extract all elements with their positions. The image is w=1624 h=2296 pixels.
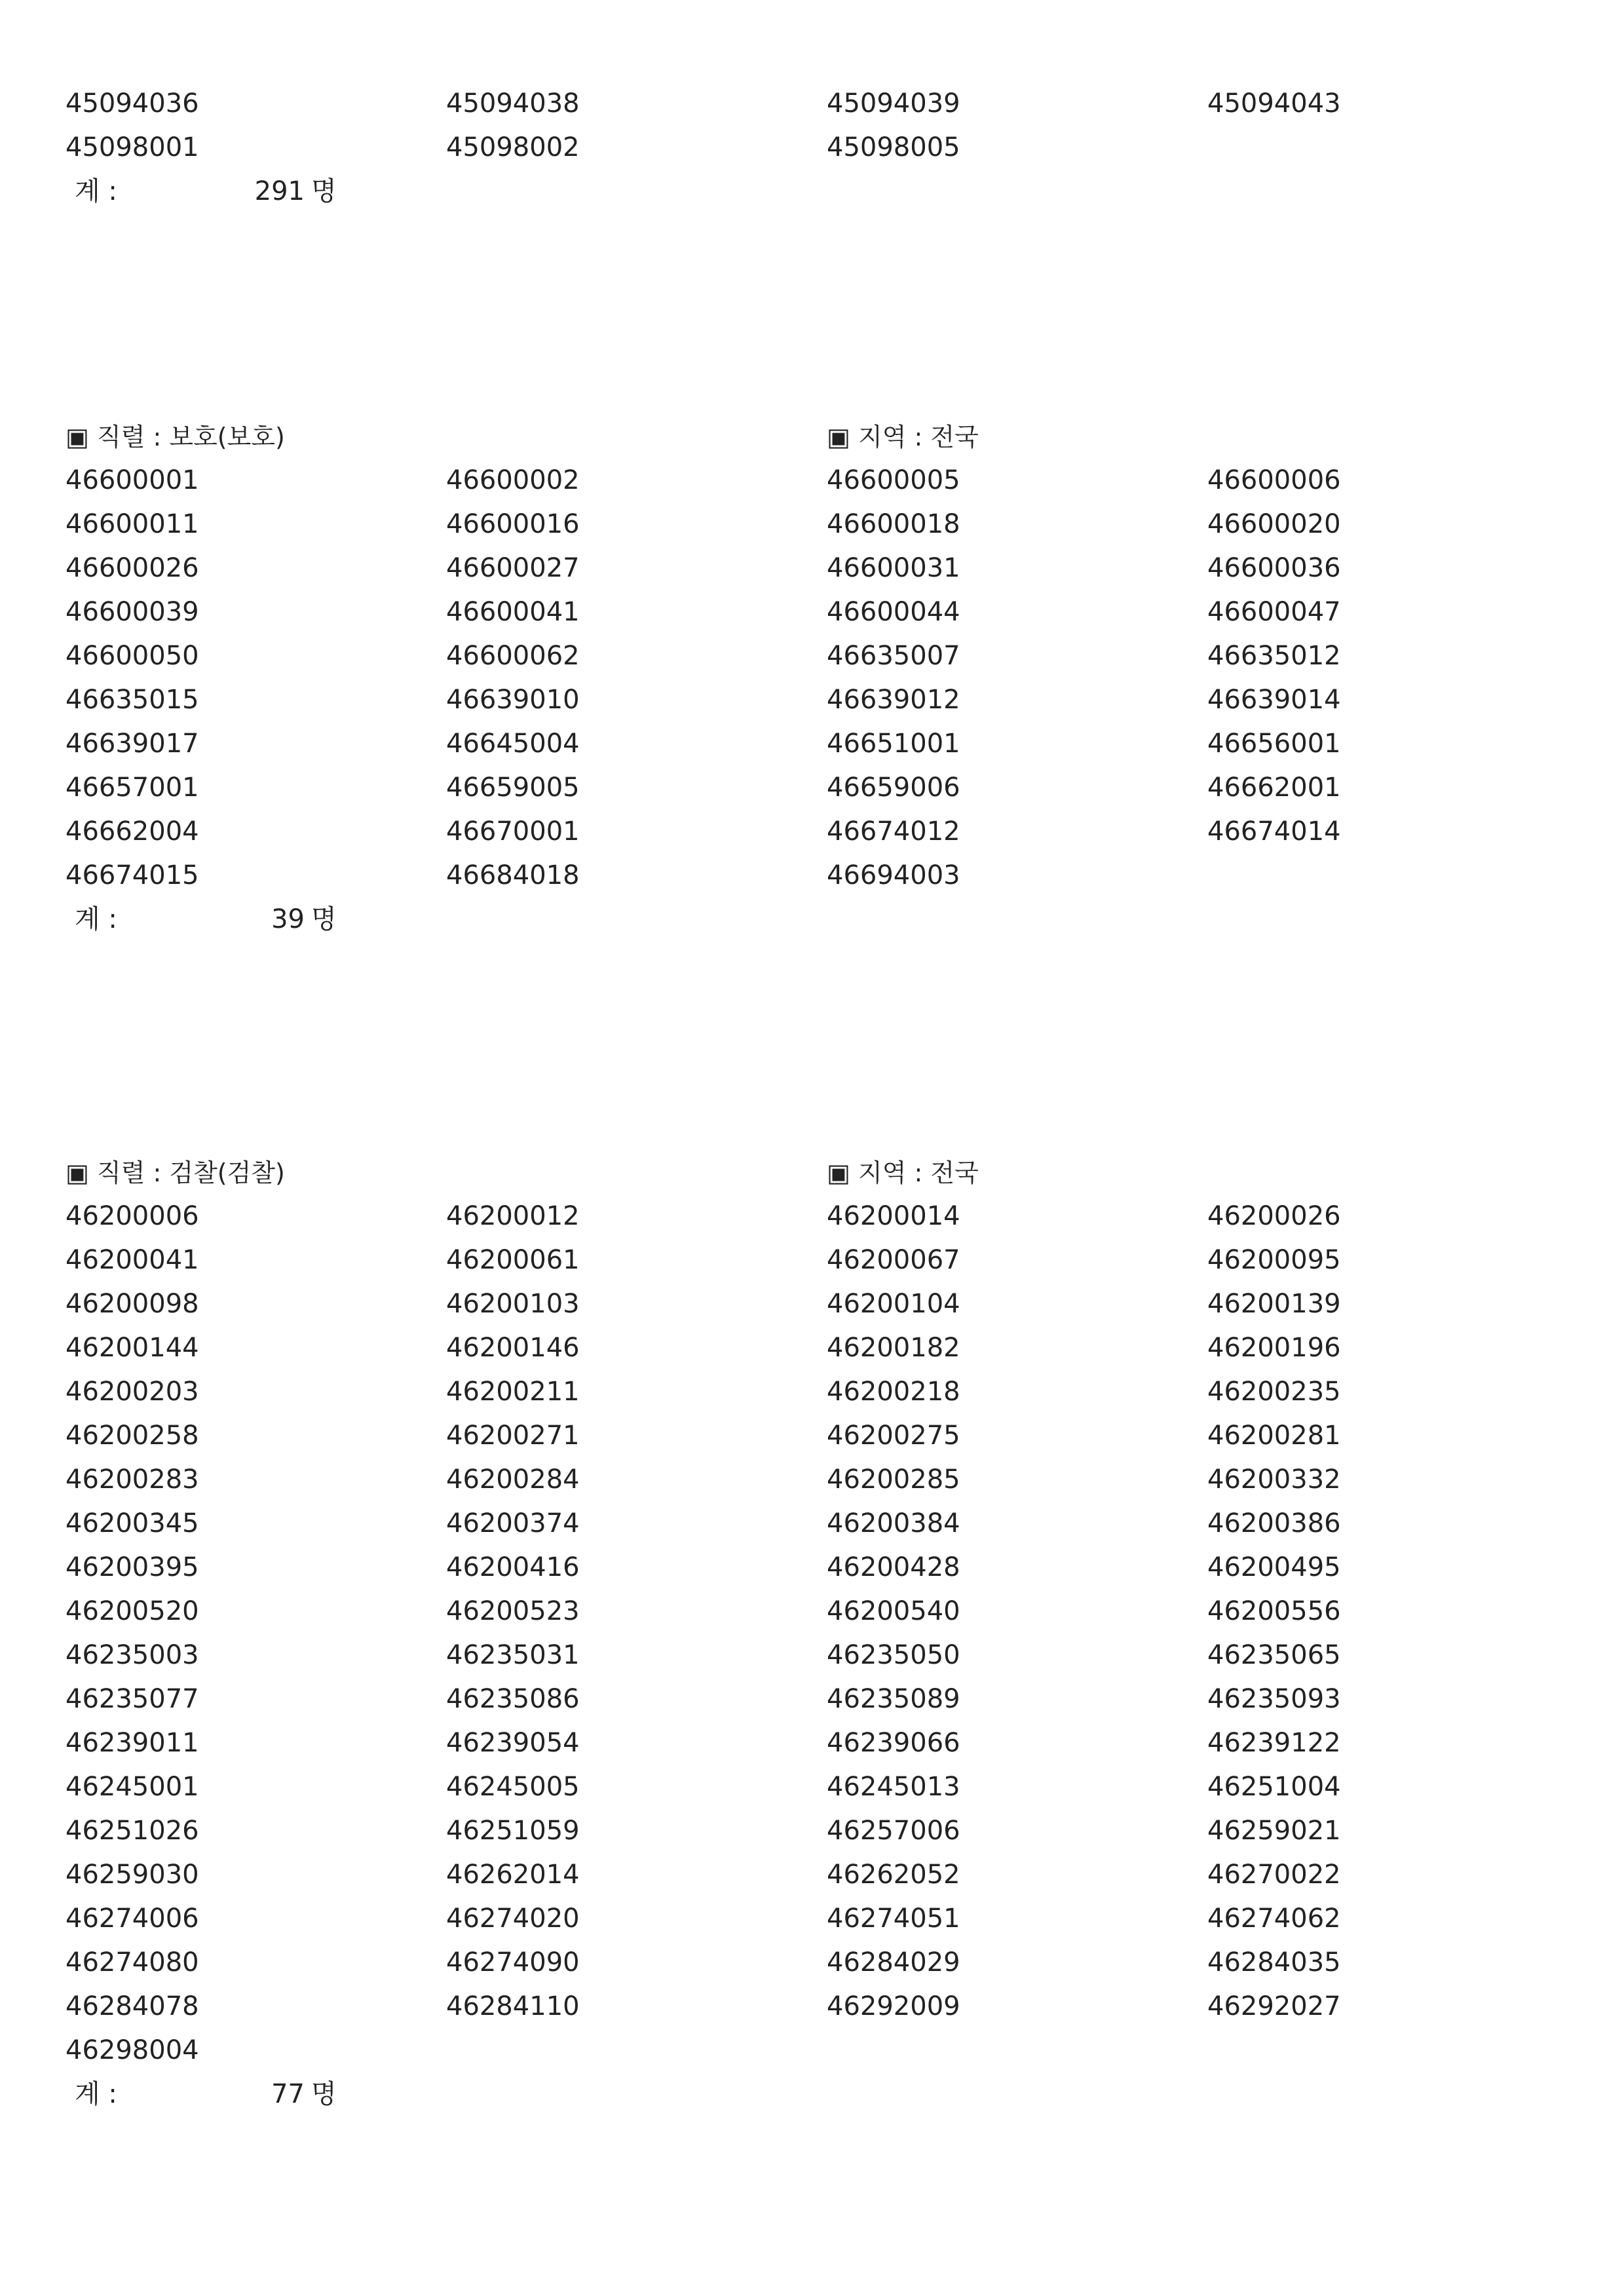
id-number: 46257006	[827, 1816, 960, 1846]
id-number: 46200416	[446, 1552, 580, 1582]
id-number: 46235031	[446, 1640, 580, 1670]
id-number: 46251004	[1207, 1772, 1341, 1802]
id-number: 46200332	[1207, 1464, 1341, 1495]
id-number: 46200235	[1207, 1377, 1341, 1407]
id-number: 46200006	[66, 1201, 199, 1231]
id-number: 46670001	[446, 816, 580, 847]
section-total	[66, 2073, 1572, 2116]
id-number: 46200182	[827, 1333, 960, 1363]
id-number: 46200275	[827, 1421, 960, 1451]
id-number: 46245005	[446, 1772, 580, 1802]
id-number: 45094039	[827, 88, 960, 119]
id-number: 46600002	[446, 465, 580, 495]
id-number: 46284078	[66, 1991, 199, 2021]
total-label: 계 :	[75, 904, 117, 934]
section-header	[66, 1151, 1572, 1195]
id-grid	[66, 1195, 1572, 2073]
id-number: 46639010	[446, 685, 580, 715]
id-number: 45098001	[66, 132, 199, 163]
id-number: 46600044	[827, 597, 960, 627]
id-number: 46200556	[1207, 1596, 1341, 1626]
id-number: 46674012	[827, 816, 960, 847]
id-number: 46274062	[1207, 1904, 1341, 1934]
id-number: 46200067	[827, 1245, 960, 1275]
id-number: 45098005	[827, 132, 960, 163]
id-number: 46239122	[1207, 1728, 1341, 1758]
section-header	[66, 415, 1572, 459]
id-number: 46200520	[66, 1596, 199, 1626]
id-number: 46694003	[827, 860, 960, 890]
region-label: ▣ 지역 : 전국	[827, 1158, 979, 1187]
id-number: 46200271	[446, 1421, 580, 1451]
id-number: 46200428	[827, 1552, 960, 1582]
id-number: 46284035	[1207, 1947, 1341, 1978]
id-number: 46600036	[1207, 553, 1341, 583]
id-number: 46292027	[1207, 1991, 1341, 2021]
id-number: 46600047	[1207, 597, 1341, 627]
id-number: 46200098	[66, 1289, 199, 1319]
id-number: 46600026	[66, 553, 199, 583]
id-number: 46200104	[827, 1289, 960, 1319]
id-number: 46270022	[1207, 1860, 1341, 1890]
id-number: 46235065	[1207, 1640, 1341, 1670]
id-number: 46200523	[446, 1596, 580, 1626]
id-number: 46200384	[827, 1508, 960, 1539]
total-unit: 명	[311, 2079, 337, 2109]
id-number: 46274020	[446, 1904, 580, 1934]
id-number: 46251059	[446, 1816, 580, 1846]
id-number: 46235050	[827, 1640, 960, 1670]
id-number: 46200374	[446, 1508, 580, 1539]
id-number: 46292009	[827, 1991, 960, 2021]
id-number: 46200211	[446, 1377, 580, 1407]
id-number: 46235089	[827, 1684, 960, 1714]
id-number: 46200139	[1207, 1289, 1341, 1319]
id-number: 46274080	[66, 1947, 199, 1978]
id-number: 46245001	[66, 1772, 199, 1802]
id-number: 46200196	[1207, 1333, 1341, 1363]
id-number: 46298004	[66, 2035, 199, 2065]
id-number: 46659005	[446, 773, 580, 803]
id-number: 46635012	[1207, 641, 1341, 671]
id-number: 46200345	[66, 1508, 199, 1539]
id-number: 46657001	[66, 773, 199, 803]
id-number: 46651001	[827, 729, 960, 759]
id-number: 46635007	[827, 641, 960, 671]
id-number: 46239011	[66, 1728, 199, 1758]
list-section-protection	[66, 415, 1572, 942]
id-number: 46274090	[446, 1947, 580, 1978]
id-number: 46259021	[1207, 1816, 1341, 1846]
id-number: 46200218	[827, 1377, 960, 1407]
id-number: 46645004	[446, 729, 580, 759]
id-number: 46284110	[446, 1991, 580, 2021]
id-number: 46662004	[66, 816, 199, 847]
id-number: 46600018	[827, 509, 960, 539]
id-grid	[66, 459, 1572, 898]
total-count: 77	[271, 2079, 305, 2109]
id-number: 46262052	[827, 1860, 960, 1890]
id-number: 46200283	[66, 1464, 199, 1495]
id-number: 46684018	[446, 860, 580, 890]
id-number: 46259030	[66, 1860, 199, 1890]
id-number: 46662001	[1207, 773, 1341, 803]
section-total	[66, 170, 1572, 214]
id-number: 46200012	[446, 1201, 580, 1231]
list-section-continued	[66, 82, 1572, 214]
id-number: 46200026	[1207, 1201, 1341, 1231]
id-number: 46600016	[446, 509, 580, 539]
id-grid	[66, 82, 1572, 170]
id-number: 46200540	[827, 1596, 960, 1626]
id-number: 46251026	[66, 1816, 199, 1846]
id-number: 45094036	[66, 88, 199, 119]
id-number: 46639014	[1207, 685, 1341, 715]
id-number: 46235003	[66, 1640, 199, 1670]
total-unit: 명	[311, 904, 337, 934]
id-number: 45094043	[1207, 88, 1341, 119]
id-number: 46674014	[1207, 816, 1341, 847]
id-number: 46200281	[1207, 1421, 1341, 1451]
id-number: 46274006	[66, 1904, 199, 1934]
job-series-label: ▣ 직렬 : 검찰(검찰)	[66, 1158, 285, 1187]
id-number: 46200041	[66, 1245, 199, 1275]
id-number: 46274051	[827, 1904, 960, 1934]
total-label: 계 :	[75, 2079, 117, 2109]
id-number: 46674015	[66, 860, 199, 890]
id-number: 46600020	[1207, 509, 1341, 539]
id-number: 45094038	[446, 88, 580, 119]
id-number: 46600039	[66, 597, 199, 627]
id-number: 46284029	[827, 1947, 960, 1978]
total-count: 291	[254, 176, 305, 206]
id-number: 46639017	[66, 729, 199, 759]
id-number: 46200103	[446, 1289, 580, 1319]
total-count: 39	[271, 904, 305, 934]
id-number: 46600011	[66, 509, 199, 539]
total-label: 계 :	[75, 176, 117, 206]
id-number: 46659006	[827, 773, 960, 803]
id-number: 46600031	[827, 553, 960, 583]
id-number: 46656001	[1207, 729, 1341, 759]
id-number: 46200144	[66, 1333, 199, 1363]
id-number: 46639012	[827, 685, 960, 715]
id-number: 46600041	[446, 597, 580, 627]
id-number: 46200495	[1207, 1552, 1341, 1582]
id-number: 46600062	[446, 641, 580, 671]
id-number: 45098002	[446, 132, 580, 163]
id-number: 46239054	[446, 1728, 580, 1758]
id-number: 46200285	[827, 1464, 960, 1495]
id-number: 46200146	[446, 1333, 580, 1363]
id-number: 46200386	[1207, 1508, 1341, 1539]
id-number: 46200284	[446, 1464, 580, 1495]
id-number: 46600005	[827, 465, 960, 495]
job-series-label: ▣ 직렬 : 보호(보호)	[66, 423, 285, 451]
total-unit: 명	[311, 176, 337, 206]
id-number: 46200014	[827, 1201, 960, 1231]
id-number: 46235077	[66, 1684, 199, 1714]
id-number: 46200203	[66, 1377, 199, 1407]
id-number: 46600050	[66, 641, 199, 671]
id-number: 46635015	[66, 685, 199, 715]
list-section-prosecution	[66, 1151, 1572, 2116]
region-label: ▣ 지역 : 전국	[827, 423, 979, 451]
id-number: 46235086	[446, 1684, 580, 1714]
id-number: 46600006	[1207, 465, 1341, 495]
id-number: 46235093	[1207, 1684, 1341, 1714]
id-number: 46239066	[827, 1728, 960, 1758]
id-number: 46245013	[827, 1772, 960, 1802]
id-number: 46600027	[446, 553, 580, 583]
section-total	[66, 898, 1572, 942]
id-number: 46200061	[446, 1245, 580, 1275]
id-number: 46200095	[1207, 1245, 1341, 1275]
id-number: 46200258	[66, 1421, 199, 1451]
id-number: 46262014	[446, 1860, 580, 1890]
id-number: 46200395	[66, 1552, 199, 1582]
id-number: 46600001	[66, 465, 199, 495]
